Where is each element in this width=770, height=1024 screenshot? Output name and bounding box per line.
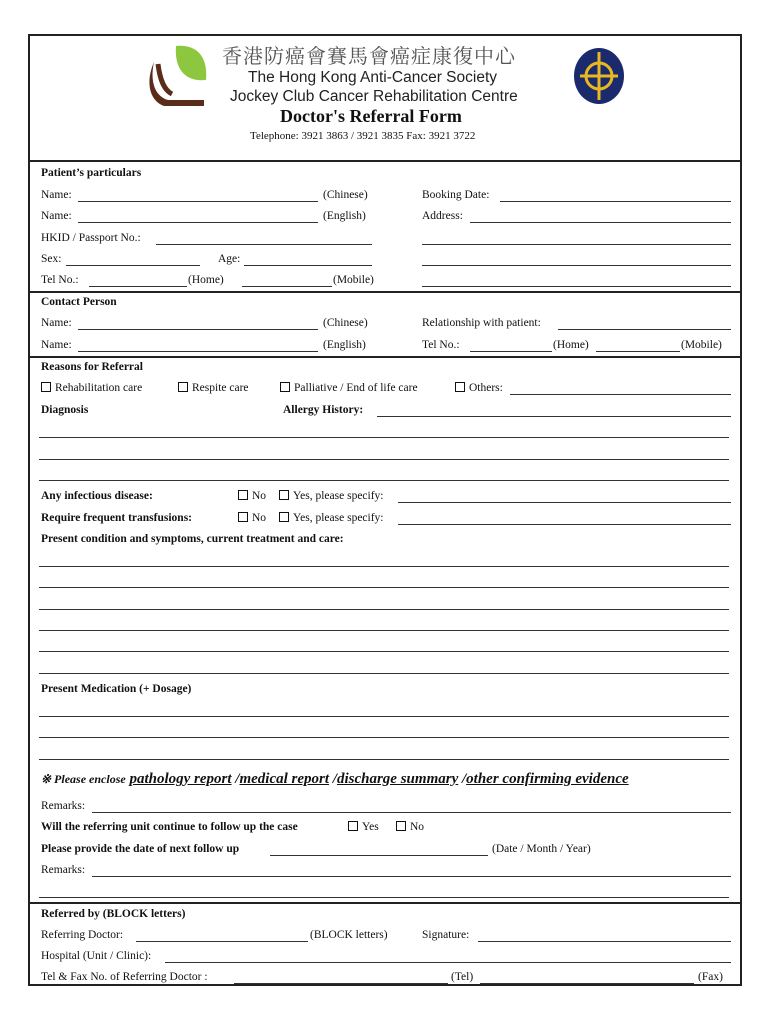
diagnosis-field-2[interactable] [39,459,729,460]
condition-field-1[interactable] [39,566,729,567]
condition-field-2[interactable] [39,587,729,588]
sex-field[interactable] [66,265,200,266]
section-heading-patient: Patient’s particulars [41,167,142,179]
booking-date-label: Booking Date: [422,189,490,201]
hkid-label: HKID / Passport No.: [41,232,141,244]
booking-date-field[interactable] [500,201,731,202]
referring-fax-field[interactable] [480,983,694,984]
date-format-hint: (Date / Month / Year) [492,843,591,855]
hospital-field[interactable] [165,962,731,963]
remarks-field-3[interactable] [39,897,729,898]
address-field-3[interactable] [422,265,731,266]
medication-field-3[interactable] [39,759,729,760]
leaf-logo-icon [148,40,210,106]
org-name-line2: Jockey Club Cancer Rehabilitation Centre [230,88,518,105]
checkbox[interactable] [41,382,51,392]
allergy-label: Allergy History: [283,404,364,416]
present-condition-label: Present condition and symptoms, current treatment and care: [41,533,344,545]
remarks-label-2: Remarks: [41,864,86,876]
allergy-field[interactable] [377,416,731,417]
discharge-summary: discharge summary [336,771,459,787]
address-field-4[interactable] [422,286,731,287]
medication-field-2[interactable] [39,737,729,738]
option-others[interactable] [455,382,503,394]
mobile-suffix: (Mobile) [333,274,374,286]
contact-name-chinese-field[interactable] [78,329,318,330]
tel-home-field[interactable] [89,286,187,287]
relationship-field[interactable] [558,329,731,330]
tel-mobile-field[interactable] [242,286,332,287]
medication-field-1[interactable] [39,716,729,717]
checkbox[interactable] [178,382,188,392]
contact-name-english-label: Name: [41,339,72,351]
option-label: Palliative / End of life care [294,382,418,394]
hkid-field[interactable] [156,244,372,245]
enclose-instruction [41,771,629,788]
contact-name-english-field[interactable] [78,351,318,352]
option-palliative[interactable] [280,382,418,394]
option-label: Respite care [192,382,249,394]
english-suffix: (English) [323,339,366,351]
infectious-yes[interactable] [279,490,384,502]
continue-no[interactable] [396,821,424,833]
diagnosis-label: Diagnosis [41,404,89,416]
relationship-label: Relationship with patient: [422,317,541,329]
patient-name-english-field[interactable] [78,222,318,223]
signature-field[interactable] [478,941,731,942]
section-heading-referred-by: Referred by (BLOCK letters) [41,908,186,920]
section-heading-referral: Reasons for Referral [41,361,143,373]
medication-label: Present Medication (+ Dosage) [41,683,192,695]
signature-label: Signature: [422,929,470,941]
checkbox[interactable] [280,382,290,392]
contact-numbers: Telephone: 3921 3863 / 3921 3835 Fax: 3921 3722 [250,130,476,142]
contact-tel-label: Tel No.: [422,339,460,351]
contact-tel-home-field[interactable] [470,351,552,352]
no-label: No [410,821,425,833]
age-label: Age: [218,253,241,265]
condition-field-3[interactable] [39,609,729,610]
yes-label: Yes, please specify: [293,490,384,502]
form-frame [28,34,742,986]
patient-name-english-label: Name: [41,210,72,222]
transfusions-label: Require frequent transfusions: [41,512,192,524]
chinese-suffix: (Chinese) [323,317,368,329]
checkbox[interactable] [279,490,289,500]
english-suffix: (English) [323,210,366,222]
sex-label: Sex: [41,253,62,265]
contact-tel-mobile-field[interactable] [596,351,680,352]
separator: / [332,771,337,787]
diagnosis-field-1[interactable] [39,437,729,438]
address-field-2[interactable] [422,244,731,245]
jockey-club-emblem-icon [572,46,626,106]
condition-field-6[interactable] [39,673,729,674]
checkbox[interactable] [396,821,406,831]
referring-doctor-label: Referring Doctor: [41,929,124,941]
org-name-line1: The Hong Kong Anti-Cancer Society [248,69,497,86]
continue-yes[interactable] [348,821,379,833]
address-label: Address: [422,210,463,222]
condition-field-5[interactable] [39,651,729,652]
other-evidence: other confirming evidence [466,771,629,787]
remarks-field-2[interactable] [92,876,731,877]
remarks-label-1: Remarks: [41,800,86,812]
infectious-no[interactable] [238,490,266,502]
transfusions-yes[interactable] [279,512,384,524]
next-followup-field[interactable] [270,855,488,856]
home-suffix: (Home) [188,274,224,286]
checkbox[interactable] [238,512,248,522]
checkbox[interactable] [238,490,248,500]
block-letters-hint: (BLOCK letters) [310,929,388,941]
diagnosis-field-3[interactable] [39,480,729,481]
divider [30,160,740,162]
option-respite[interactable] [178,382,249,394]
tel-label: Tel No.: [41,274,79,286]
infectious-label: Any infectious disease: [41,490,153,502]
telfax-label: Tel & Fax No. of Referring Doctor : [41,971,208,983]
form-title: Doctor's Referral Form [280,106,462,126]
chinese-org-name: 香港防癌會賽馬會癌症康復中心 [222,44,516,68]
home-suffix: (Home) [553,339,589,351]
option-label: Others: [469,382,503,394]
pathology-report: pathology report [129,771,232,787]
mobile-suffix: (Mobile) [681,339,722,351]
contact-name-chinese-label: Name: [41,317,72,329]
checkbox[interactable] [348,821,358,831]
patient-name-chinese-field[interactable] [78,201,318,202]
hospital-label: Hospital (Unit / Clinic): [41,950,152,962]
medical-report: medical report [239,771,330,787]
infectious-specify-field[interactable] [398,502,731,503]
continue-followup-label: Will the referring unit continue to follow up the case [41,821,298,833]
remarks-field-1[interactable] [92,812,731,813]
fax-suffix: (Fax) [698,971,723,983]
transfusions-no[interactable] [238,512,266,524]
address-field-1[interactable] [470,222,731,223]
separator: / [235,771,240,787]
referring-doctor-field[interactable] [136,941,308,942]
others-field[interactable] [510,394,731,395]
section-heading-contact: Contact Person [41,296,117,308]
divider [30,902,740,904]
no-label: No [252,490,267,502]
option-label: Rehabilitation care [55,382,143,394]
yes-label: Yes [362,821,379,833]
checkbox[interactable] [279,512,289,522]
enclose-prefix: ※ Please enclose [41,772,126,786]
option-rehabilitation[interactable] [41,382,142,394]
divider [30,291,740,293]
separator: / [461,771,467,787]
chinese-suffix: (Chinese) [323,189,368,201]
transfusions-specify-field[interactable] [398,524,731,525]
age-field[interactable] [244,265,372,266]
next-followup-label: Please provide the date of next follow up [41,843,240,855]
patient-name-chinese-label: Name: [41,189,72,201]
no-label: No [252,512,267,524]
checkbox[interactable] [455,382,465,392]
divider [30,356,740,358]
yes-label: Yes, please specify: [293,512,384,524]
tel-suffix: (Tel) [451,971,474,983]
referring-tel-field[interactable] [234,983,448,984]
condition-field-4[interactable] [39,630,729,631]
